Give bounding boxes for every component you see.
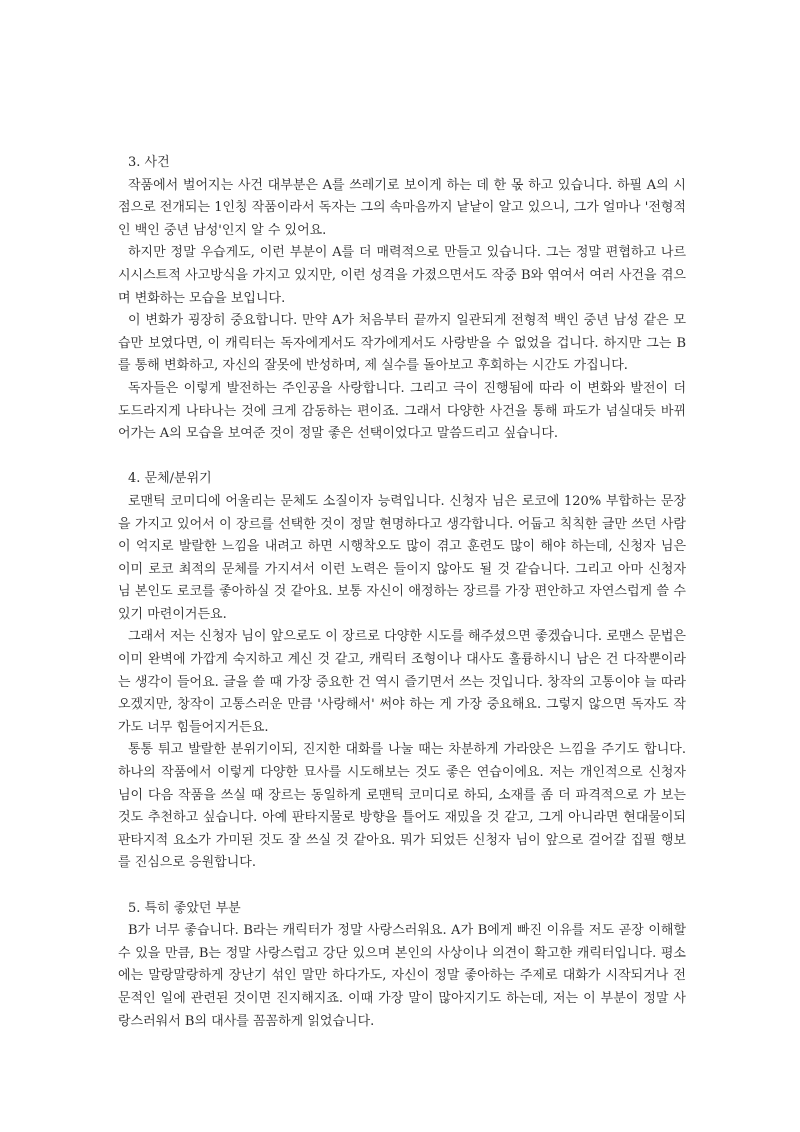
section-style-mood: [118, 468, 686, 875]
paragraph: 로맨틱 코미디에 어울리는 문체도 소질이자 능력입니다. 신청자 님은 로코에 120% 부합하는 문장을 가지고 있어서 이 장르를 선택한 것이 정말 현명하다고 생각합니다. 어둡고 칙칙한 글만 쓰던 사람이 억지로 발랄한 느낌을 내려고 하면 시행착오도 많이 겪고 훈련도 많이 해야 하는데, 신청자 님은 이미 로코 최적의 문체를 가지셔서 이런 노력은 들이지 않아도 될 것 같습니다. 그리고 아마 신청자 님 본인도 로코를 좋아하실 것 같아요. 보통 자신이 애정하는 장르를 가장 편안하고 자연스럽게 쓸 수 있기 마련이거든요.: [118, 493, 686, 622]
paragraph: 이 변화가 굉장히 중요합니다. 만약 A가 처음부터 끝까지 일관되게 전형적 백인 중년 남성 같은 모습만 보였다면, 이 캐릭터는 독자에게서도 작가에게서도 사랑받을 수 없었을 겁니다. 하지만 그는 B를 통해 변화하고, 자신의 잘못에 반성하며, 제 실수를 돌아보고 후회하는 시간도 가집니다.: [118, 313, 686, 374]
paragraph: B가 너무 좋습니다. B라는 캐릭터가 정말 사랑스러워요. A가 B에게 빠진 이유를 저도 곧장 이해할 수 있을 만큼, B는 정말 사랑스럽고 강단 있으며 본인의 사상이나 의견이 확고한 캐릭터입니다. 평소에는 말랑말랑하게 장난기 섞인 말만 하다가도, 자신이 정말 좋아하는 주제로 대화가 시작되거나 전문적인 일에 관련된 것이면 진지해지죠. 이때 가장 말이 많아지기도 하는데, 저는 이 부분이 정말 사랑스러워서 B의 대사를 꼼꼼하게 읽었습니다.: [118, 923, 686, 1029]
paragraph: 그래서 저는 신청자 님이 앞으로도 이 장르로 다양한 시도를 해주셨으면 좋겠습니다. 로맨스 문법은 이미 완벽에 가깝게 숙지하고 계신 것 같고, 캐릭터 조형이나 대사도 훌륭하시니 남은 건 다작뿐이라는 생각이 들어요. 글을 쓸 때 가장 중요한 건 역시 즐기면서 쓰는 것입니다. 창작의 고통이야 늘 따라오겠지만, 창작이 고통스러운 만큼 '사랑해서' 써야 하는 게 가장 중요해요. 그렇지 않으면 독자도 작가도 너무 힘들어지거든요.: [118, 629, 686, 735]
paragraph: 하지만 정말 우습게도, 이런 부분이 A를 더 매력적으로 만들고 있습니다. 그는 정말 편협하고 나르시시스트적 사고방식을 가지고 있지만, 이런 성격을 가졌으면서도 작중 B와 엮여서 여러 사건을 겪으며 변화하는 모습을 보입니다.: [118, 245, 686, 306]
paragraph: 통통 튀고 발랄한 분위기이되, 진지한 대화를 나눌 때는 차분하게 가라앉은 느낌을 주기도 합니다. 하나의 작품에서 이렇게 다양한 묘사를 시도해보는 것도 좋은 연습이에요. 저는 개인적으로 신청자 님이 다음 작품을 쓰실 때 장르는 동일하게 로맨틱 코미디로 하되, 소재를 좀 더 파격적으로 가 보는 것도 추천하고 싶습니다. 아예 판타지물로 방향을 틀어도 재밌을 것 같고, 그게 아니라면 현대물이되 판타지적 요소가 가미된 것도 잘 쓰실 것 같아요. 뭐가 되었든 신청자 님이 앞으로 걸어갈 집필 행보를 진심으로 응원합니다.: [118, 742, 686, 871]
section-heading: 3. 사건: [128, 155, 170, 170]
section-favorite-part: [118, 898, 686, 1034]
paragraph: 작품에서 벌어지는 사건 대부분은 A를 쓰레기로 보이게 하는 데 한 몫 하고 있습니다. 하필 A의 시점으로 전개되는 1인칭 작품이라서 독자는 그의 속마음까지 낱낱이 알고 있으니, 그가 얼마나 '전형적인 백인 중년 남성'인지 알 수 있어요.: [118, 177, 686, 238]
section-incident: [118, 152, 686, 446]
document-body: [118, 152, 686, 1056]
section-heading: 4. 문체/분위기: [128, 471, 212, 487]
paragraph: 독자들은 이렇게 발전하는 주인공을 사랑합니다. 그리고 극이 진행됨에 따라 이 변화와 발전이 더 도드라지게 나타나는 것에 크게 감동하는 편이죠. 그래서 다양한 사건을 통해 파도가 넘실대듯 바뀌어가는 A의 모습을 보여준 것이 정말 좋은 선택이었다고 말씀드리고 싶습니다.: [118, 380, 686, 442]
section-heading: 5. 특히 좋았던 부분: [128, 900, 241, 916]
